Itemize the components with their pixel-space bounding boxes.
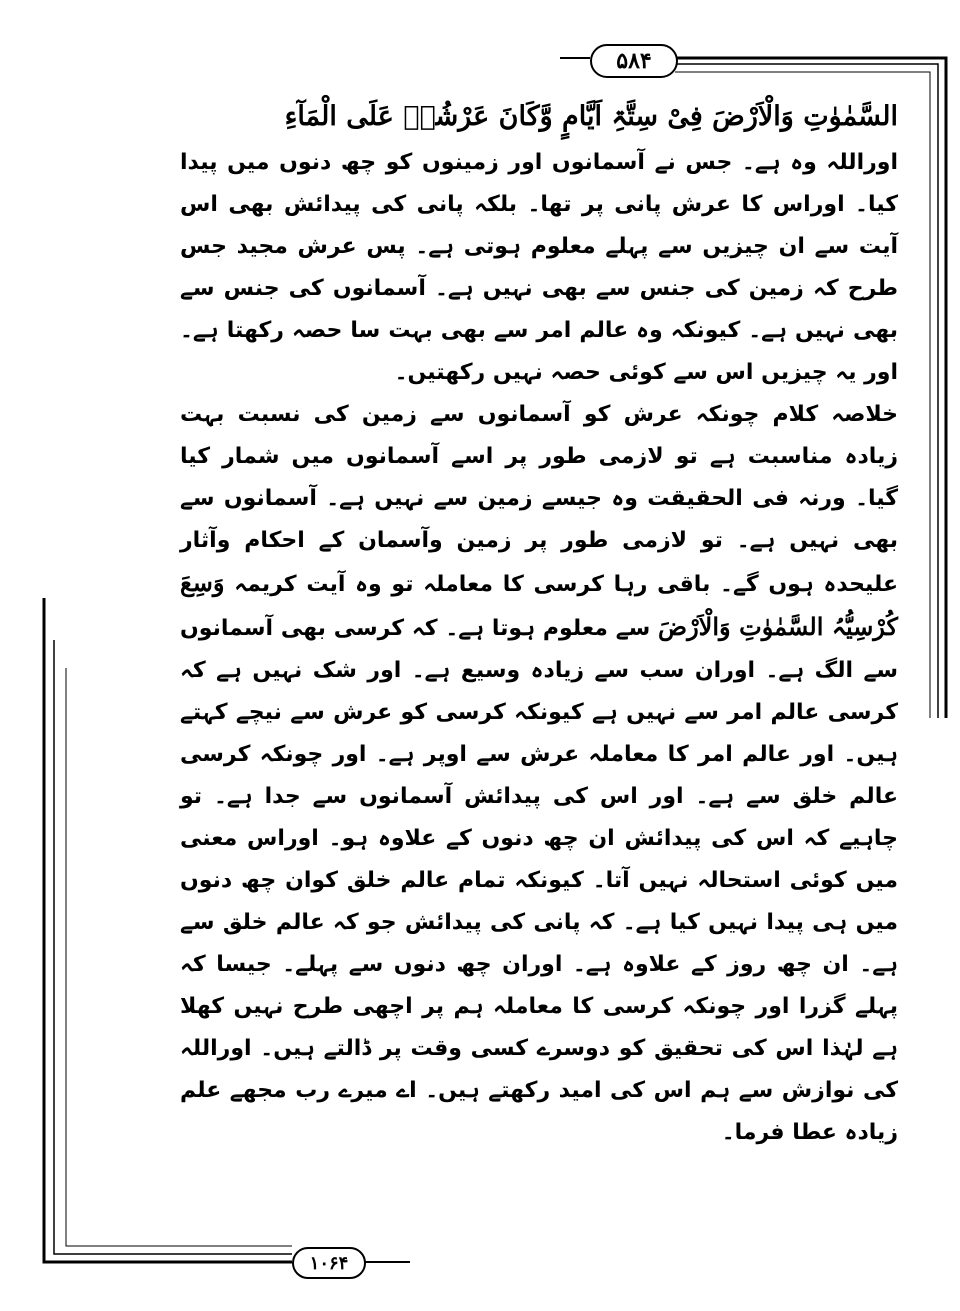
paragraph-1: اوراللہ وہ ہے۔ جس نے آسمانوں اور زمینوں کو چھ دنوں میں پیدا کیا۔ اوراس کا عرش پانی پر تھا۔ بلکہ پانی کی پیدائش بھی اس آیت سے ان چیزیں سے پہلے معلوم ہوتی ہے۔ پس عرش مجید جس طرح کہ زمین کی جنس سے بھی نہیں ہے۔ آسمانوں کی جنس سے بھی نہیں ہے۔ کیونکہ وہ عالم امر سے بھی بہت سا حصہ رکھتا ہے۔ اور یہ چیزیں اس سے کوئی حصہ نہیں رکھتیں۔ bbox=[180, 150, 898, 385]
paragraph-2 bbox=[180, 394, 898, 1154]
paragraph-2-text-b: سے معلوم ہوتا ہے۔ کہ کرسی بھی آسمانوں سے الگ ہے۔ اوران سب سے زیادہ وسیع ہے۔ اور شک نہیں ہے کہ کرسی عالم امر سے نہیں ہے کیونکہ کرسی کو عرش سے نیچے کہتے ہیں۔ اور عالم امر کا معاملہ عرش سے اوپر ہے۔ اور چونکہ کرسی عالم خلق سے ہے۔ اور اس کی پیدائش آسمانوں سے جدا ہے۔ تو چاہیے کہ اس کی پیدائش ان چھ دنوں کے علاوہ ہو۔ اوراس معنی میں کوئی استحالہ نہیں آتا۔ کیونکہ تمام عالم خلق کوان چھ دنوں میں ہی پیدا نہیں کیا ہے۔ کہ پانی کی پیدائش جو کہ عالم خلق سے ہے۔ ان چھ روز کے علاوہ ہے۔ اوران چھ دنوں سے پہلے۔ جیسا کہ پہلے گزرا اور چونکہ کرسی کا معاملہ ہم پر اچھی طرح نہیں کھلا ہے لہٰذا اس کی تحقیق کو دوسرے کسی وقت پر ڈالتے ہیں۔ اوراللہ کی نوازش سے ہم اس کی امید رکھتے ہیں۔ اے میرے رب مجھے علم زیادہ عطا فرما۔ bbox=[180, 616, 898, 1145]
inline-quran-verse: وَسِعَ کُرْسِیُّہُ السَّمٰوٰتِ وَالْاَرْضَ bbox=[180, 568, 898, 641]
quran-verse: السَّمٰوٰتِ وَالْاَرْضَ فِیْ سِتَّۃِ اَیَّامٍ وَّکَانَ عَرْشُہٗ عَلَی الْمَآءِ bbox=[284, 101, 898, 132]
footer-page-number: ۱۰۶۴ bbox=[292, 1247, 366, 1279]
header-page-number: ۵۸۴ bbox=[590, 44, 678, 78]
page-content bbox=[180, 92, 898, 1154]
paragraph-2-text-a: خلاصہ کلام چونکہ عرش کو آسمانوں سے زمین کی نسبت بہت زیادہ مناسبت ہے تو لازمی طور پر اسے آسمانوں میں شمار کیا گیا۔ ورنہ فی الحقیقت وہ جیسے زمین سے نہیں ہے۔ آسمانوں سے بھی نہیں ہے۔ تو لازمی طور پر زمین وآسمان کے احکام وآثار علیحدہ ہوں گے۔ باقی رہا کرسی کا معاملہ تو وہ آیت کریمہ bbox=[180, 402, 898, 597]
